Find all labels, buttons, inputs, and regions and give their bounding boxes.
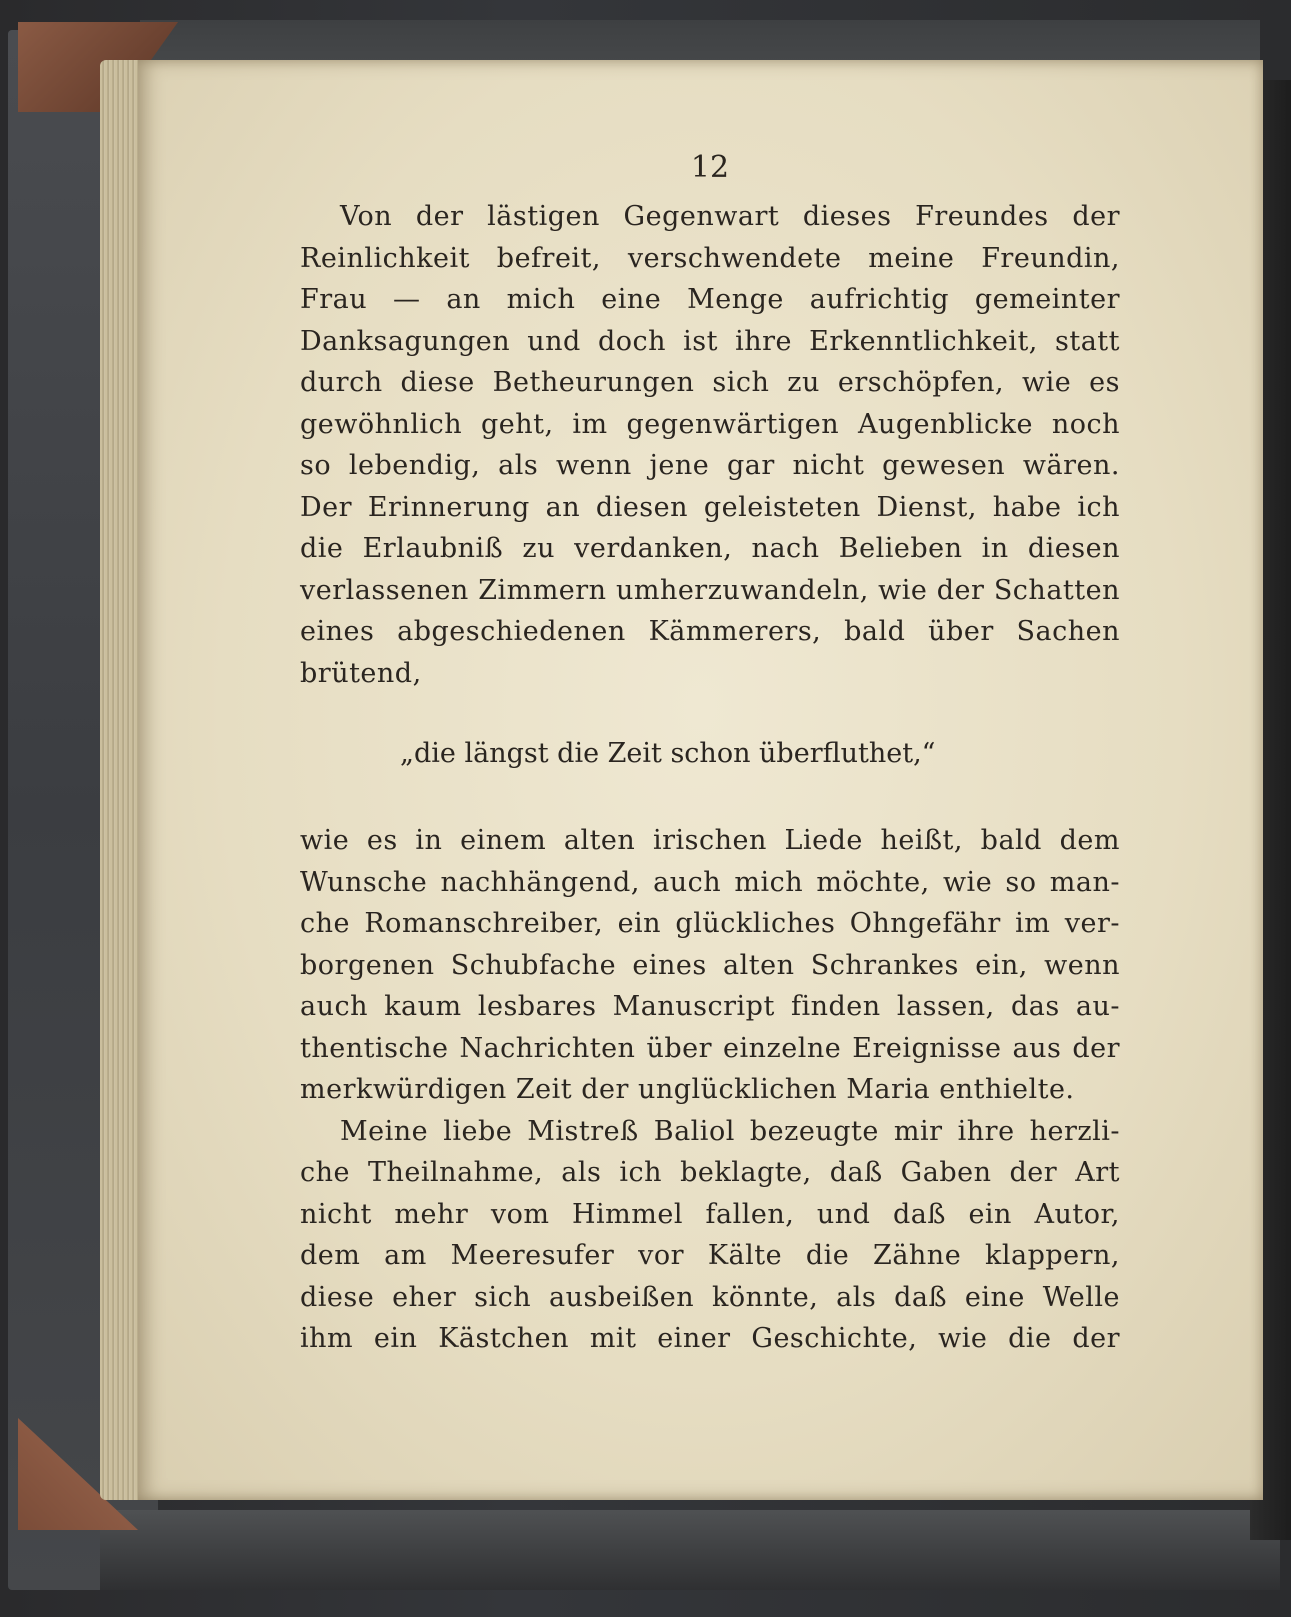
text-line: che Romanschreiber, ein glückliches Ohngefähr im ver- — [300, 908, 1120, 939]
text-line: Der Erinnerung an diesen geleisteten Dienst, habe ich — [300, 491, 1120, 523]
text-line: Reinlichkeit befreit, verschwendete meine Freundin, — [300, 242, 1120, 274]
text-line: thentische Nachrichten über einzelne Ereignisse aus der — [300, 1032, 1120, 1064]
text-line: Meine liebe Mistreß Baliol bezeugte mir ihre herzli- — [340, 1115, 1120, 1147]
text-line: brütend, — [300, 657, 422, 689]
text-line: dem am Meeresufer vor Kälte die Zähne klappern, — [300, 1240, 1120, 1271]
text-line: eines abgeschiedenen Kämmerers, bald über Sachen — [300, 616, 1120, 647]
text-line: merkwürdigen Zeit der unglücklichen Maria enthielte. — [300, 1074, 1075, 1105]
verse-quote: „die längst die Zeit schon überfluthet,“ — [400, 738, 936, 769]
paragraph-1 — [300, 196, 1120, 694]
text-line: che Theilnahme, als ich beklagte, daß Gaben der Art — [300, 1157, 1120, 1188]
text-line: nicht mehr vom Himmel fallen, und daß ein Autor, — [300, 1198, 1120, 1230]
text-line: verlassenen Zimmern umherzuwandeln, wie der Schatten — [300, 574, 1120, 606]
page-edges — [100, 60, 140, 1500]
paragraph-2 — [300, 820, 1120, 1360]
text-line: die Erlaubniß zu verdanken, nach Belieben in diesen — [300, 533, 1120, 564]
text-line: ihm ein Kästchen mit einer Geschichte, wie die der — [300, 1323, 1120, 1354]
text-line: gewöhnlich geht, im gegenwärtigen Augenblicke noch — [300, 408, 1120, 440]
text-line: borgenen Schubfache eines alten Schrankes ein, wenn — [300, 949, 1120, 981]
text-line: durch diese Betheurungen sich zu erschöpfen, wie es — [300, 367, 1120, 398]
text-line: wie es in einem alten irischen Liede heißt, bald dem — [300, 825, 1120, 856]
text-line: Von der lästigen Gegenwart dieses Freundes der — [340, 201, 1120, 232]
page-number: 12 — [690, 150, 730, 185]
book-cover-bottom — [100, 1510, 1280, 1590]
text-line: Danksagungen und doch ist ihre Erkenntlichkeit, statt — [300, 325, 1120, 357]
text-line: so lebendig, als wenn jene gar nicht gewesen wären. — [300, 450, 1120, 481]
text-line: diese eher sich ausbeißen könnte, als daß eine Welle — [300, 1281, 1120, 1313]
text-line: Wunsche nachhängend, auch mich möchte, wie so man- — [300, 866, 1120, 898]
text-line: auch kaum lesbares Manuscript finden lassen, das au- — [300, 991, 1120, 1022]
text-line: Frau — an mich eine Menge aufrichtig gemeinter — [300, 284, 1120, 315]
